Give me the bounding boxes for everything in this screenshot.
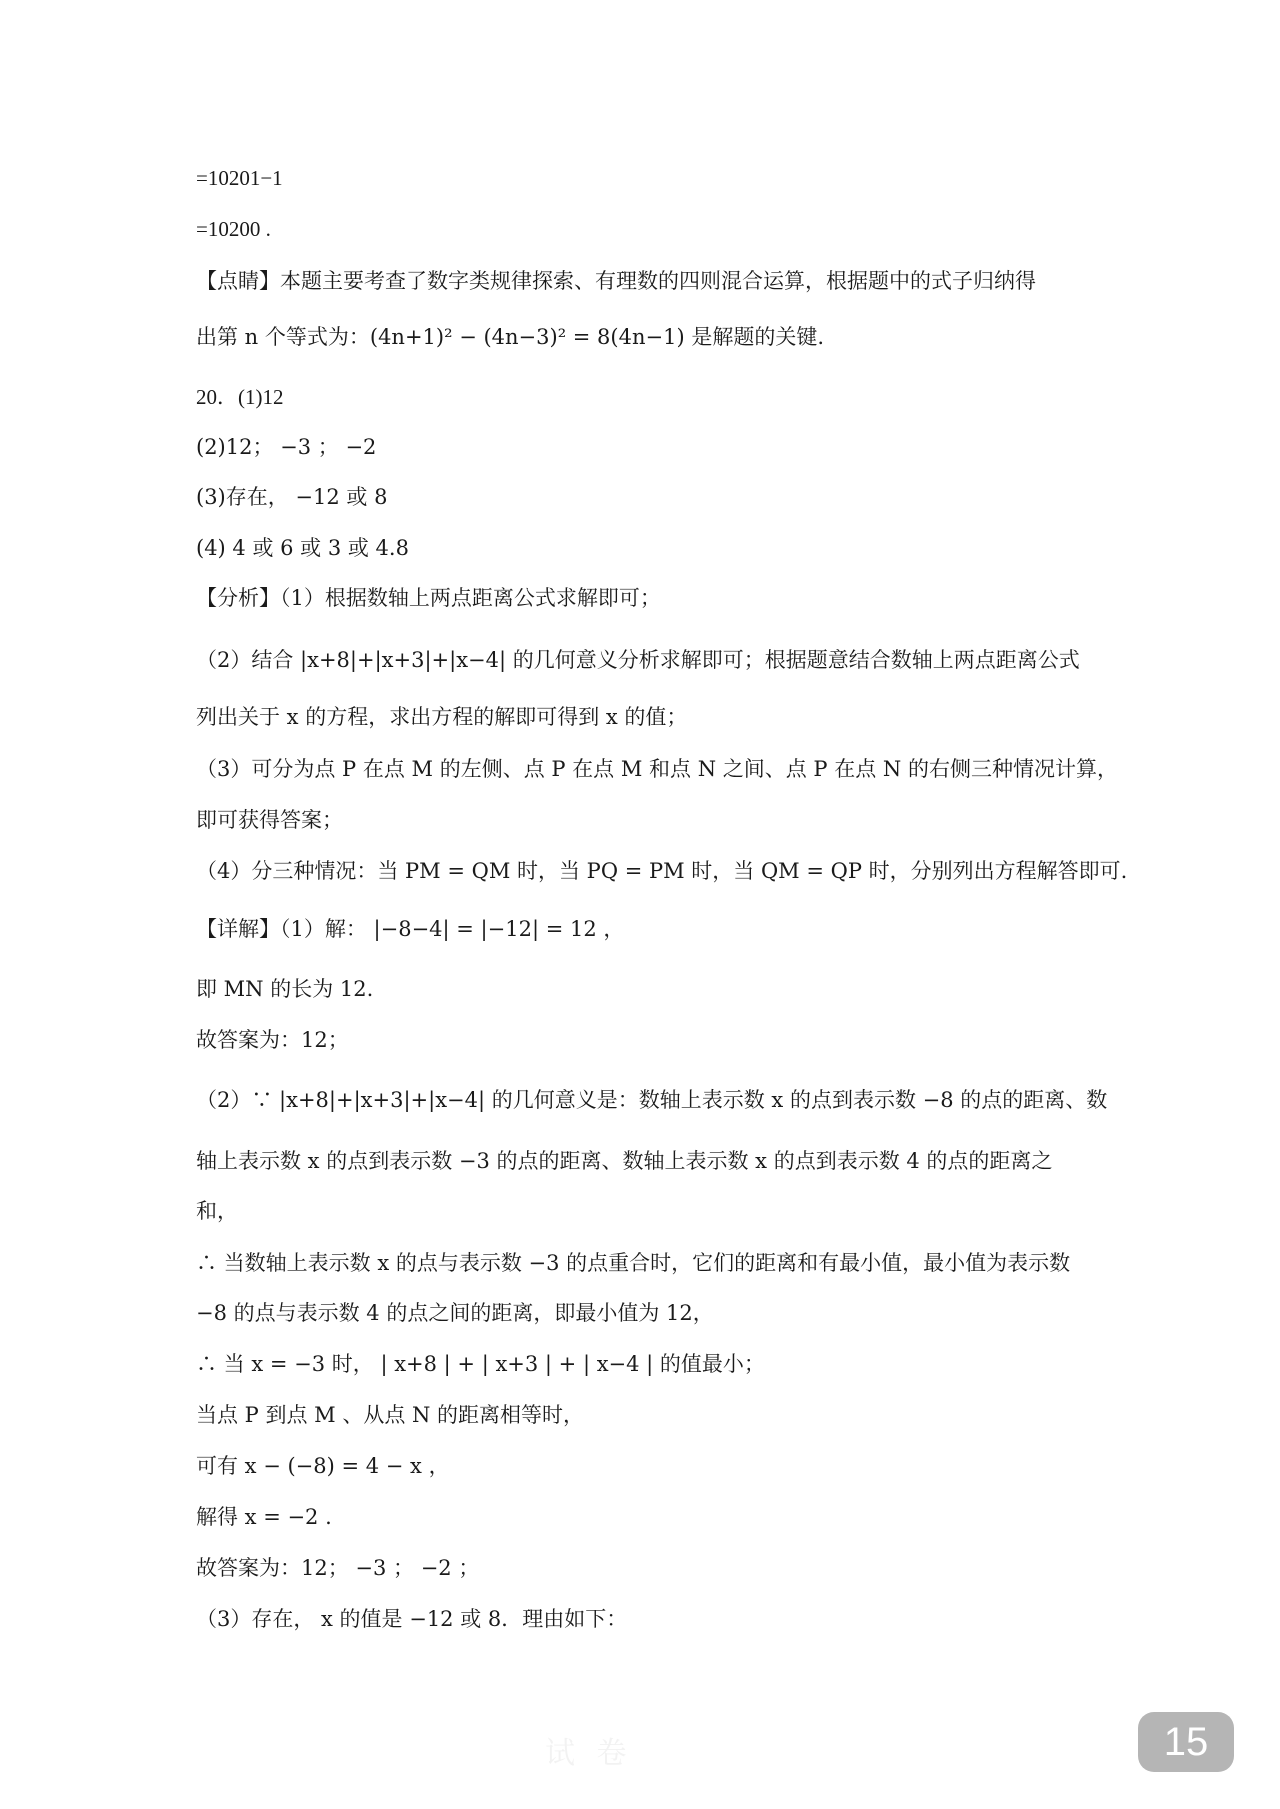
text-line: （3）存在， x 的值是 −12 或 8．理由如下： — [196, 1607, 628, 1631]
text-line: 【分析】（1）根据数轴上两点距离公式求解即可； — [196, 586, 661, 610]
text-line: 当点 P 到点 M 、从点 N 的距离相等时， — [196, 1403, 585, 1427]
text-line: 故答案为：12； −3 ； −2 ； — [196, 1556, 480, 1580]
text-line: 【点睛】本题主要考查了数字类规律探索、有理数的四则混合运算，根据题中的式子归纳得 — [196, 269, 1036, 293]
text-line: −8 的点与表示数 4 的点之间的距离，即最小值为 12， — [196, 1301, 714, 1325]
text-line: (2)12； −3 ； −2 — [196, 435, 377, 459]
text-line: 即 MN 的长为 12. — [196, 977, 374, 1001]
text-line: 轴上表示数 x 的点到表示数 −3 的点的距离、数轴上表示数 x 的点到表示数 4 的点的距离之 — [196, 1149, 1053, 1173]
text-line: 故答案为：12； — [196, 1028, 349, 1052]
text-line: =10201−1 — [196, 166, 283, 190]
text-line: （2）∵ |x+8|+|x+3|+|x−4| 的几何意义是：数轴上表示数 x 的点到表示数 −8 的点的距离、数 — [196, 1088, 1108, 1112]
text-line: 和， — [196, 1199, 238, 1223]
text-line: (3)存在， −12 或 8 — [196, 485, 388, 509]
text-line: 【详解】（1）解： |−8−4| = |−12| = 12 ， — [196, 917, 625, 941]
text-line: 20．(1)12 — [196, 385, 284, 409]
text-line: (4) 4 或 6 或 3 或 4.8 — [196, 536, 409, 560]
text-line: 可有 x − (−8) = 4 − x ， — [196, 1454, 450, 1478]
text-line: ∴ 当 x = −3 时， | x+8 | + | x+3 | + | x−4 | 的值最小； — [196, 1352, 765, 1376]
text-line: =10200 . — [196, 217, 271, 241]
watermark: 试 卷 — [545, 1736, 633, 1771]
text-line: （4）分三种情况：当 PM = QM 时，当 PQ = PM 时，当 QM = QP 时，分别列出方程解答即可. — [196, 859, 1128, 883]
text-line: （2）结合 |x+8|+|x+3|+|x−4| 的几何意义分析求解即可；根据题意结合数轴上两点距离公式 — [196, 648, 1080, 672]
text-line: 列出关于 x 的方程，求出方程的解即可得到 x 的值； — [196, 705, 688, 729]
text-line: ∴ 当数轴上表示数 x 的点与表示数 −3 的点重合时，它们的距离和有最小值，最小值为表示数 — [196, 1251, 1071, 1275]
text-line: 即可获得答案； — [196, 808, 343, 832]
page-number-badge: 15 — [1138, 1712, 1234, 1772]
text-line: 解得 x = −2 . — [196, 1505, 332, 1529]
text-line: （3）可分为点 P 在点 M 的左侧、点 P 在点 M 和点 N 之间、点 P 在点 N 的右侧三种情况计算， — [196, 757, 1118, 781]
text-line: 出第 n 个等式为：(4n+1)² − (4n−3)² = 8(4n−1) 是解题的关键. — [196, 325, 824, 349]
